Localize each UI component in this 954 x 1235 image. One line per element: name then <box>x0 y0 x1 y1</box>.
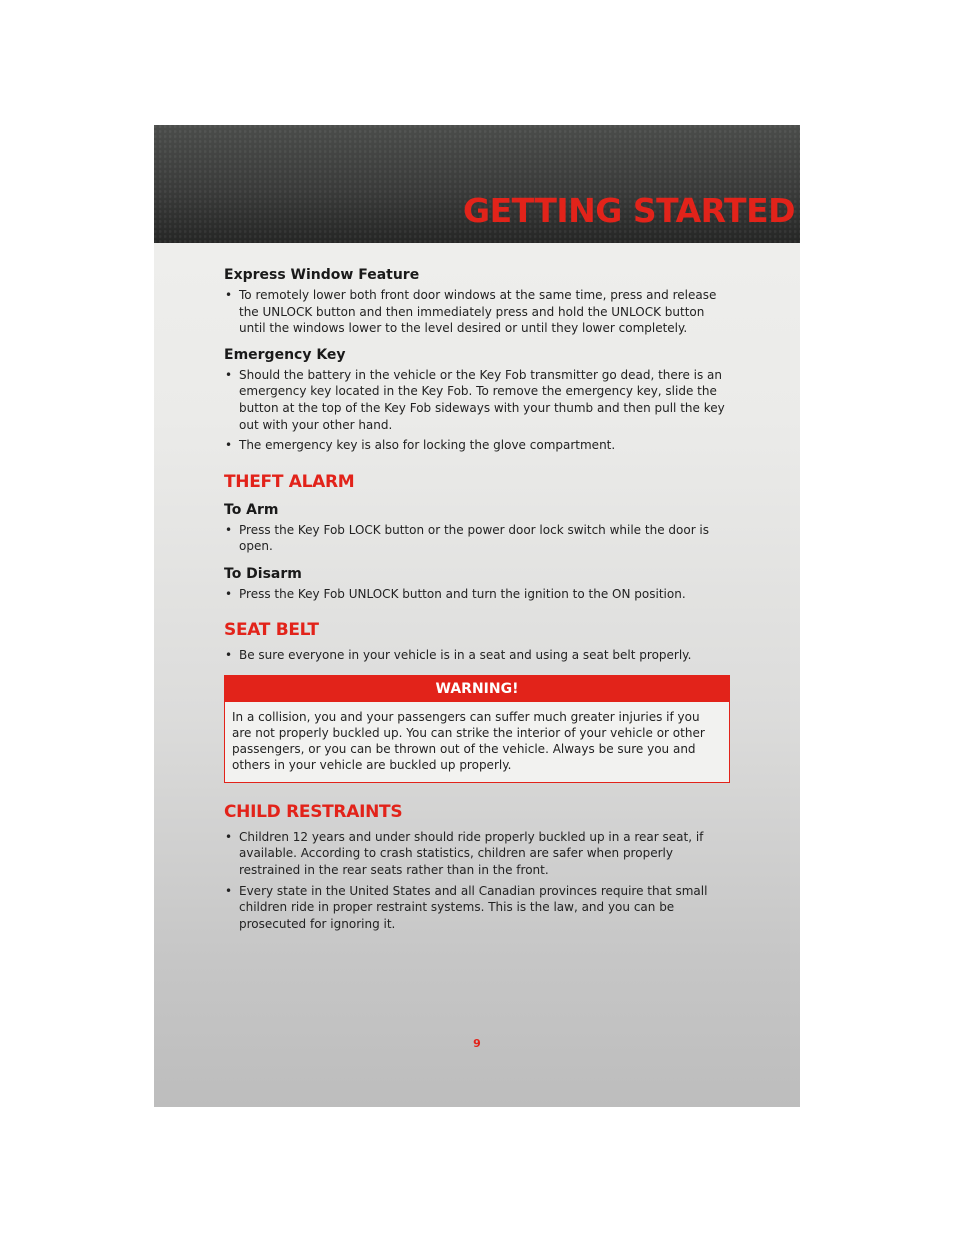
section-emergency-key <box>224 343 730 454</box>
express-window-list <box>224 287 730 337</box>
list-item: • Should the battery in the vehicle or the Key Fob transmitter go dead, there is an emergency key located in the Key Fob. To remove the emergency key, slide the button at the top of the Key Fob sideways with your thumb and then pull the key out with your other hand. <box>224 367 730 433</box>
page-number: 9 <box>473 1037 481 1050</box>
warning-box <box>224 675 730 783</box>
to-arm-heading: To Arm <box>224 501 279 518</box>
manual-page <box>154 125 800 1107</box>
emergency-key-heading: Emergency Key <box>224 346 346 363</box>
theft-alarm-heading: THEFT ALARM <box>224 471 355 492</box>
list-item: • Children 12 years and under should ride properly buckled up in a rear seat, if available. According to crash statistics, children are safer when properly restrained in the rear seats rather than in the front. <box>224 829 730 879</box>
child-restraints-list <box>224 829 730 933</box>
express-window-heading: Express Window Feature <box>224 267 420 283</box>
section-seat-belt <box>224 616 730 783</box>
page-title: GETTING STARTED <box>463 191 796 230</box>
list-item: • Press the Key Fob UNLOCK button and turn the ignition to the ON position. <box>224 586 730 603</box>
list-item: • Every state in the United States and all Canadian provinces require that small children ride in proper restraint systems. This is the law, and you can be prosecuted for ignoring it. <box>224 883 730 933</box>
list-item: • Be sure everyone in your vehicle is in a seat and using a seat belt properly. <box>224 647 730 664</box>
section-express-window <box>224 263 730 337</box>
seat-belt-heading: SEAT BELT <box>224 619 319 640</box>
list-item: • Press the Key Fob LOCK button or the power door lock switch while the door is open. <box>224 522 730 555</box>
to-disarm-list <box>224 586 730 603</box>
list-item: • To remotely lower both front door windows at the same time, press and release the UNLOCK button and then immediately press and hold the UNLOCK button until the windows lower to the level desired or until they lower completely. <box>224 287 730 337</box>
to-disarm-heading: To Disarm <box>224 565 302 582</box>
page-content <box>224 263 730 932</box>
section-theft-alarm <box>224 468 730 603</box>
warning-title: WARNING! <box>225 676 729 702</box>
child-restraints-heading: CHILD RESTRAINTS <box>224 801 403 822</box>
section-child-restraints <box>224 798 730 933</box>
list-item: • The emergency key is also for locking the glove compartment. <box>224 437 730 454</box>
emergency-key-list <box>224 367 730 454</box>
seat-belt-list <box>224 647 730 664</box>
to-arm-list <box>224 522 730 555</box>
page-header-banner <box>154 125 800 243</box>
warning-text: In a collision, you and your passengers can suffer much greater injuries if you are not properly buckled up. You can strike the interior of your vehicle or other passengers, or you can be thrown out of the vehicle. Always be sure you and others in your vehicle are buckled up properly. <box>232 710 705 772</box>
